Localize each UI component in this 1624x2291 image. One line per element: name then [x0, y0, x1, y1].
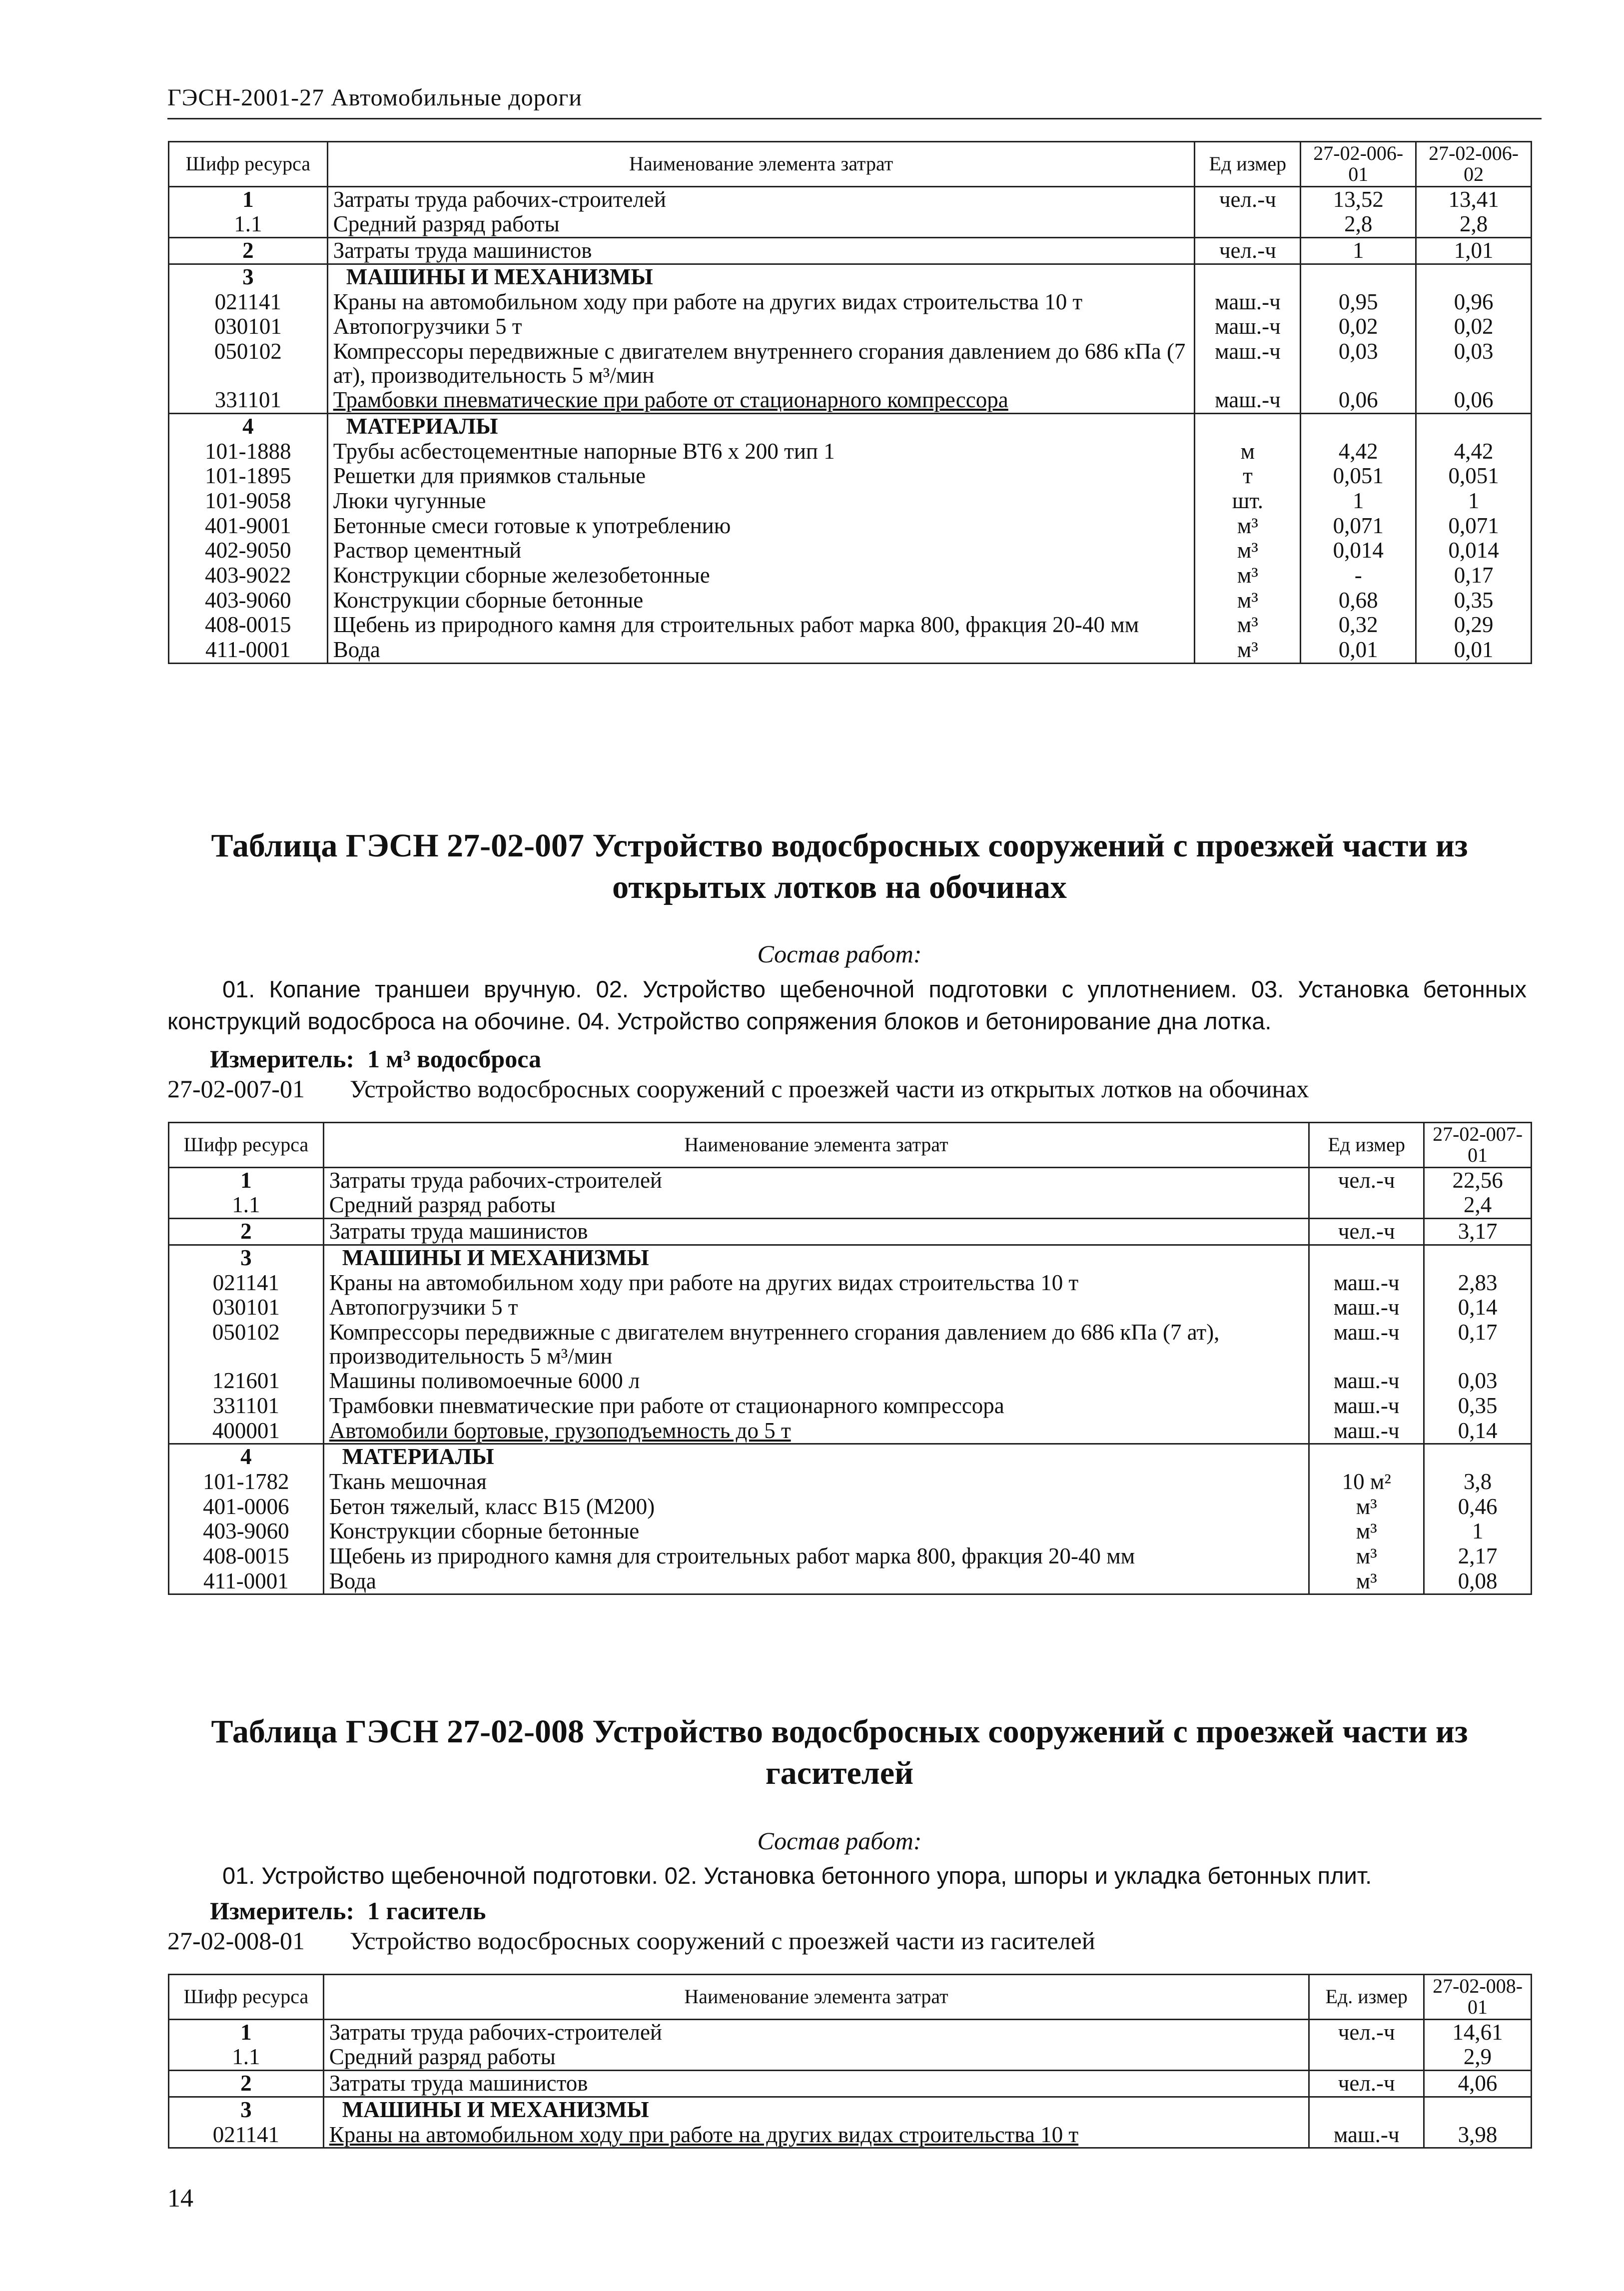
- row-value: 13,52: [1301, 186, 1416, 212]
- row-code: 3: [169, 264, 328, 289]
- row-value: 0,95: [1301, 290, 1416, 315]
- row-unit: м³: [1195, 538, 1301, 563]
- table-row: [169, 413, 1532, 439]
- row-value: 1: [1301, 489, 1416, 514]
- row-unit: маш.-ч: [1309, 1271, 1424, 1296]
- table-row: [169, 1544, 1532, 1569]
- row-value: 0,01: [1416, 638, 1532, 663]
- work-composition-desc-008: 01. Устройство щебеночной подготовки. 02. Установка бетонного упора, шпоры и укладка бетонных плит.: [222, 1862, 1372, 1889]
- row-value: 0,35: [1424, 1394, 1532, 1419]
- row-unit: маш.-ч: [1309, 1295, 1424, 1320]
- row-unit: чел.-ч: [1309, 2019, 1424, 2045]
- row-code: 411-0001: [169, 638, 328, 663]
- row-name: Трамбовки пневматические при работе от стационарного компрессора: [323, 1394, 1309, 1419]
- row-name: Средний разряд работы: [323, 2045, 1309, 2070]
- table-row: [169, 314, 1532, 339]
- row-unit: маш.-ч: [1309, 1320, 1424, 1369]
- table-row: [169, 464, 1532, 489]
- row-value: 0,35: [1416, 588, 1532, 613]
- row-code: 401-9001: [169, 514, 328, 539]
- row-section-title: МАШИНЫ И МЕХАНИЗМЫ: [323, 2097, 1309, 2122]
- row-unit: чел.-ч: [1309, 1219, 1424, 1245]
- table-row: [169, 212, 1532, 237]
- row-section-title: МАШИНЫ И МЕХАНИЗМЫ: [327, 264, 1195, 289]
- row-code: 408-0015: [169, 613, 328, 638]
- row-name: Компрессоры передвижные с двигателем внутреннего сгорания давлением до 686 кПа (7 ат), производительность 5 м³/мин: [327, 339, 1195, 388]
- row-value: -: [1301, 563, 1416, 588]
- work-composition-desc-007: 01. Копание траншеи вручную. 02. Устройство щебеночной подготовки с уплотнением. 03. Установка бетонных конструкций водосброса на обочине. 04. Устройство сопряжения блоков и бетонирование дна лотка.: [167, 976, 1527, 1034]
- row-section-title: МАШИНЫ И МЕХАНИЗМЫ: [323, 1245, 1309, 1270]
- row-value: 2,8: [1416, 212, 1532, 237]
- row-value: 1: [1424, 1519, 1532, 1544]
- row-unit: [1309, 2045, 1424, 2070]
- table-row: [169, 2071, 1532, 2097]
- row-name: Затраты труда машинистов: [323, 1219, 1309, 1245]
- row-unit: маш.-ч: [1309, 1394, 1424, 1419]
- table-row: [169, 1320, 1532, 1369]
- row-unit: чел.-ч: [1309, 2071, 1424, 2097]
- row-value: 22,56: [1424, 1167, 1532, 1193]
- row-value: 0,96: [1416, 290, 1532, 315]
- row-unit: 10 м²: [1309, 1470, 1424, 1495]
- row-code: 1: [169, 1167, 324, 1193]
- row-value: 0,14: [1424, 1295, 1532, 1320]
- row-unit: маш.-ч: [1195, 388, 1301, 413]
- row-code: 331101: [169, 388, 328, 413]
- row-name: Автопогрузчики 5 т: [327, 314, 1195, 339]
- table-row: [169, 2123, 1532, 2148]
- row-code: 2: [169, 238, 328, 264]
- row-code: 121601: [169, 1369, 324, 1394]
- row-name: Вода: [327, 638, 1195, 663]
- table-title-008: Таблица ГЭСН 27-02-008 Устройство водосбросных сооружений с проезжей части из гасителей: [211, 1713, 1468, 1791]
- header-col-006-02: 27-02-006-02: [1416, 142, 1532, 187]
- row-section-title: МАТЕРИАЛЫ: [327, 413, 1195, 439]
- table-row: [169, 1193, 1532, 1218]
- row-code: 1: [169, 186, 328, 212]
- row-value: 0,06: [1301, 388, 1416, 413]
- row-unit: чел.-ч: [1195, 186, 1301, 212]
- row-name: Автопогрузчики 5 т: [323, 1295, 1309, 1320]
- row-value: 13,41: [1416, 186, 1532, 212]
- row-unit: м³: [1195, 638, 1301, 663]
- table-row: [169, 238, 1532, 264]
- row-code: 331101: [169, 1394, 324, 1419]
- row-name: Люки чугунные: [327, 489, 1195, 514]
- table-row: [169, 1295, 1532, 1320]
- row-value: 4,06: [1424, 2071, 1532, 2097]
- row-name: Затраты труда рабочих-строителей: [327, 186, 1195, 212]
- row-code: 400001: [169, 1419, 324, 1444]
- measure-value: 1 м³ водосброса: [367, 1045, 542, 1073]
- row-value: 0,32: [1301, 613, 1416, 638]
- row-code: 2: [169, 1219, 324, 1245]
- item-line-007: [167, 1074, 1309, 1103]
- row-code: 1.1: [169, 2045, 324, 2070]
- row-name: Решетки для приямков стальные: [327, 464, 1195, 489]
- row-value: [1424, 2097, 1532, 2122]
- row-unit: [1195, 413, 1301, 439]
- row-name: Средний разряд работы: [327, 212, 1195, 237]
- row-unit: [1309, 1444, 1424, 1470]
- row-name: Затраты труда рабочих-строителей: [323, 2019, 1309, 2045]
- row-value: 0,03: [1424, 1369, 1532, 1394]
- header-name: Наименование элемента затрат: [327, 142, 1195, 187]
- row-value: 0,014: [1416, 538, 1532, 563]
- table-row: [169, 1271, 1532, 1296]
- row-code: 1: [169, 2019, 324, 2045]
- table-row: [169, 1470, 1532, 1495]
- row-name: Краны на автомобильном ходу при работе на других видах строительства 10 т: [323, 2123, 1309, 2148]
- row-value: [1424, 1444, 1532, 1470]
- row-unit: [1309, 2097, 1424, 2122]
- row-value: 0,14: [1424, 1419, 1532, 1444]
- row-code: 021141: [169, 1271, 324, 1296]
- row-code: 021141: [169, 290, 328, 315]
- item-name: Устройство водосбросных сооружений с проезжей части из гасителей: [349, 1927, 1095, 1955]
- table-row: [169, 1419, 1532, 1444]
- row-unit: маш.-ч: [1195, 339, 1301, 388]
- row-name: Вода: [323, 1569, 1309, 1594]
- header-unit: Ед измер: [1309, 1123, 1424, 1168]
- row-unit: чел.-ч: [1309, 1167, 1424, 1193]
- table-row: [169, 264, 1532, 289]
- table-row: [169, 563, 1532, 588]
- row-code: 3: [169, 1245, 324, 1270]
- table-row: [169, 439, 1532, 464]
- row-code: 030101: [169, 314, 328, 339]
- row-unit: маш.-ч: [1195, 314, 1301, 339]
- row-unit: [1195, 212, 1301, 237]
- row-value: 2,4: [1424, 1193, 1532, 1218]
- table-row: [169, 2097, 1532, 2122]
- row-unit: м³: [1309, 1495, 1424, 1520]
- row-value: 2,83: [1424, 1271, 1532, 1296]
- table-title-007: Таблица ГЭСН 27-02-007 Устройство водосбросных сооружений с проезжей части из открытых лотков на обочинах: [211, 827, 1468, 905]
- table-row: [169, 339, 1532, 388]
- row-name: Автомобили бортовые, грузоподъемность до 5 т: [323, 1419, 1309, 1444]
- table-row: [169, 186, 1532, 212]
- resource-table-007: [168, 1122, 1532, 1595]
- table-row: [169, 638, 1532, 663]
- row-name: Трамбовки пневматические при работе от стационарного компрессора: [327, 388, 1195, 413]
- row-code: 030101: [169, 1295, 324, 1320]
- header-unit: Ед измер: [1195, 142, 1301, 187]
- table-row: [169, 1444, 1532, 1470]
- row-unit: маш.-ч: [1309, 1369, 1424, 1394]
- item-name: Устройство водосбросных сооружений с проезжей части из открытых лотков на обочинах: [349, 1075, 1309, 1103]
- row-name: Конструкции сборные железобетонные: [327, 563, 1195, 588]
- row-value: [1301, 264, 1416, 289]
- row-value: 0,071: [1301, 514, 1416, 539]
- row-value: 3,8: [1424, 1470, 1532, 1495]
- row-code: 402-9050: [169, 538, 328, 563]
- table-row: [169, 2045, 1532, 2070]
- row-value: 0,68: [1301, 588, 1416, 613]
- row-value: 1,01: [1416, 238, 1532, 264]
- row-unit: [1309, 1245, 1424, 1270]
- row-value: 2,17: [1424, 1544, 1532, 1569]
- row-code: 3: [169, 2097, 324, 2122]
- work-composition-title-007: Состав работ:: [757, 940, 922, 968]
- row-name: Затраты труда рабочих-строителей: [323, 1167, 1309, 1193]
- row-unit: [1195, 264, 1301, 289]
- row-name: Бетонные смеси готовые к употреблению: [327, 514, 1195, 539]
- row-name: Ткань мешочная: [323, 1470, 1309, 1495]
- row-value: 2,8: [1301, 212, 1416, 237]
- header-divider: [167, 118, 1542, 119]
- row-unit: м³: [1195, 514, 1301, 539]
- page-header-title: ГЭСН-2001-27 Автомобильные дороги: [167, 84, 583, 111]
- row-value: 0,46: [1424, 1495, 1532, 1520]
- row-value: 0,29: [1416, 613, 1532, 638]
- row-unit: т: [1195, 464, 1301, 489]
- row-code: 1.1: [169, 1193, 324, 1218]
- row-code: 403-9022: [169, 563, 328, 588]
- row-value: 0,051: [1301, 464, 1416, 489]
- table-row: [169, 613, 1532, 638]
- resource-table-008: [168, 1974, 1532, 2149]
- table-row: [169, 1219, 1532, 1245]
- table-row: [169, 1245, 1532, 1270]
- measure-line-008: [210, 1896, 486, 1925]
- row-code: 1.1: [169, 212, 328, 237]
- table-row: [169, 1569, 1532, 1594]
- row-unit: м³: [1195, 588, 1301, 613]
- measure-line-007: [210, 1044, 541, 1073]
- header-code: Шифр ресурса: [169, 142, 328, 187]
- measure-value: 1 гаситель: [367, 1897, 486, 1925]
- header-unit: Ед. измер: [1309, 1975, 1424, 2020]
- header-col-008-01: 27-02-008-01: [1424, 1975, 1532, 2020]
- row-unit: м³: [1309, 1569, 1424, 1594]
- header-col-006-01: 27-02-006-01: [1301, 142, 1416, 187]
- table-row: [169, 1394, 1532, 1419]
- work-composition-title-008: Состав работ:: [757, 1827, 922, 1855]
- row-code: 4: [169, 1444, 324, 1470]
- row-code: 408-0015: [169, 1544, 324, 1569]
- row-code: 101-1895: [169, 464, 328, 489]
- row-code: 050102: [169, 1320, 324, 1369]
- header-code: Шифр ресурса: [169, 1975, 324, 2020]
- row-code: 050102: [169, 339, 328, 388]
- table-row: [169, 588, 1532, 613]
- row-code: 4: [169, 413, 328, 439]
- row-value: 3,17: [1424, 1219, 1532, 1245]
- row-code: 101-9058: [169, 489, 328, 514]
- row-code: 401-0006: [169, 1495, 324, 1520]
- table-row: [169, 1167, 1532, 1193]
- table-row: [169, 489, 1532, 514]
- measure-label: Измеритель:: [210, 1897, 355, 1925]
- row-value: 0,02: [1301, 314, 1416, 339]
- row-name: Бетон тяжелый, класс В15 (М200): [323, 1495, 1309, 1520]
- resource-table-006: [168, 141, 1532, 664]
- row-value: 4,42: [1416, 439, 1532, 464]
- item-line-008: [167, 1926, 1095, 1955]
- row-name: Щебень из природного камня для строительных работ марка 800, фракция 20-40 мм: [327, 613, 1195, 638]
- row-value: 0,06: [1416, 388, 1532, 413]
- row-value: 0,02: [1416, 314, 1532, 339]
- row-unit: м³: [1195, 563, 1301, 588]
- table-row: [169, 1495, 1532, 1520]
- item-code: 27-02-008-01: [167, 1927, 305, 1955]
- row-code: 101-1888: [169, 439, 328, 464]
- header-name: Наименование элемента затрат: [323, 1975, 1309, 2020]
- row-value: 0,03: [1301, 339, 1416, 388]
- row-code: 101-1782: [169, 1470, 324, 1495]
- row-value: 0,03: [1416, 339, 1532, 388]
- row-value: [1416, 264, 1532, 289]
- row-value: 14,61: [1424, 2019, 1532, 2045]
- row-name: Конструкции сборные бетонные: [327, 588, 1195, 613]
- header-col-007-01: 27-02-007-01: [1424, 1123, 1532, 1168]
- row-value: [1416, 413, 1532, 439]
- row-unit: [1309, 1193, 1424, 1218]
- row-name: Средний разряд работы: [323, 1193, 1309, 1218]
- row-code: 021141: [169, 2123, 324, 2148]
- row-unit: маш.-ч: [1309, 1419, 1424, 1444]
- row-value: 0,17: [1416, 563, 1532, 588]
- item-code: 27-02-007-01: [167, 1075, 305, 1103]
- row-value: 1: [1416, 489, 1532, 514]
- row-unit: м³: [1309, 1519, 1424, 1544]
- row-name: Машины поливомоечные 6000 л: [323, 1369, 1309, 1394]
- row-value: 0,01: [1301, 638, 1416, 663]
- row-value: [1424, 1245, 1532, 1270]
- row-code: 2: [169, 2071, 324, 2097]
- row-code: 411-0001: [169, 1569, 324, 1594]
- table-row: [169, 1519, 1532, 1544]
- row-value: 0,051: [1416, 464, 1532, 489]
- table-row: [169, 538, 1532, 563]
- table-row: [169, 1369, 1532, 1394]
- table-row: [169, 388, 1532, 413]
- table-row: [169, 290, 1532, 315]
- row-value: 2,9: [1424, 2045, 1532, 2070]
- table-row: [169, 2019, 1532, 2045]
- row-unit: шт.: [1195, 489, 1301, 514]
- header-name: Наименование элемента затрат: [323, 1123, 1309, 1168]
- page-number: 14: [167, 2184, 193, 2213]
- row-value: 0,17: [1424, 1320, 1532, 1369]
- row-name: Трубы асбестоцементные напорные ВТ6 х 200 тип 1: [327, 439, 1195, 464]
- row-value: [1301, 413, 1416, 439]
- row-value: 0,014: [1301, 538, 1416, 563]
- row-name: Щебень из природного камня для строительных работ марка 800, фракция 20-40 мм: [323, 1544, 1309, 1569]
- row-code: 403-9060: [169, 588, 328, 613]
- row-name: Краны на автомобильном ходу при работе на других видах строительства 10 т: [323, 1271, 1309, 1296]
- row-name: Краны на автомобильном ходу при работе на других видах строительства 10 т: [327, 290, 1195, 315]
- row-value: 3,98: [1424, 2123, 1532, 2148]
- row-unit: маш.-ч: [1309, 2123, 1424, 2148]
- row-code: 403-9060: [169, 1519, 324, 1544]
- row-unit: чел.-ч: [1195, 238, 1301, 264]
- row-name: Раствор цементный: [327, 538, 1195, 563]
- row-value: 0,08: [1424, 1569, 1532, 1594]
- row-name: Компрессоры передвижные с двигателем внутреннего сгорания давлением до 686 кПа (7 ат), производительность 5 м³/мин: [323, 1320, 1309, 1369]
- row-unit: м: [1195, 439, 1301, 464]
- row-section-title: МАТЕРИАЛЫ: [323, 1444, 1309, 1470]
- row-value: 4,42: [1301, 439, 1416, 464]
- table-row: [169, 514, 1532, 539]
- row-name: Затраты труда машинистов: [327, 238, 1195, 264]
- row-name: Затраты труда машинистов: [323, 2071, 1309, 2097]
- header-code: Шифр ресурса: [169, 1123, 324, 1168]
- row-unit: маш.-ч: [1195, 290, 1301, 315]
- row-unit: м³: [1195, 613, 1301, 638]
- row-value: 0,071: [1416, 514, 1532, 539]
- measure-label: Измеритель:: [210, 1045, 355, 1073]
- row-unit: м³: [1309, 1544, 1424, 1569]
- row-value: 1: [1301, 238, 1416, 264]
- row-name: Конструкции сборные бетонные: [323, 1519, 1309, 1544]
